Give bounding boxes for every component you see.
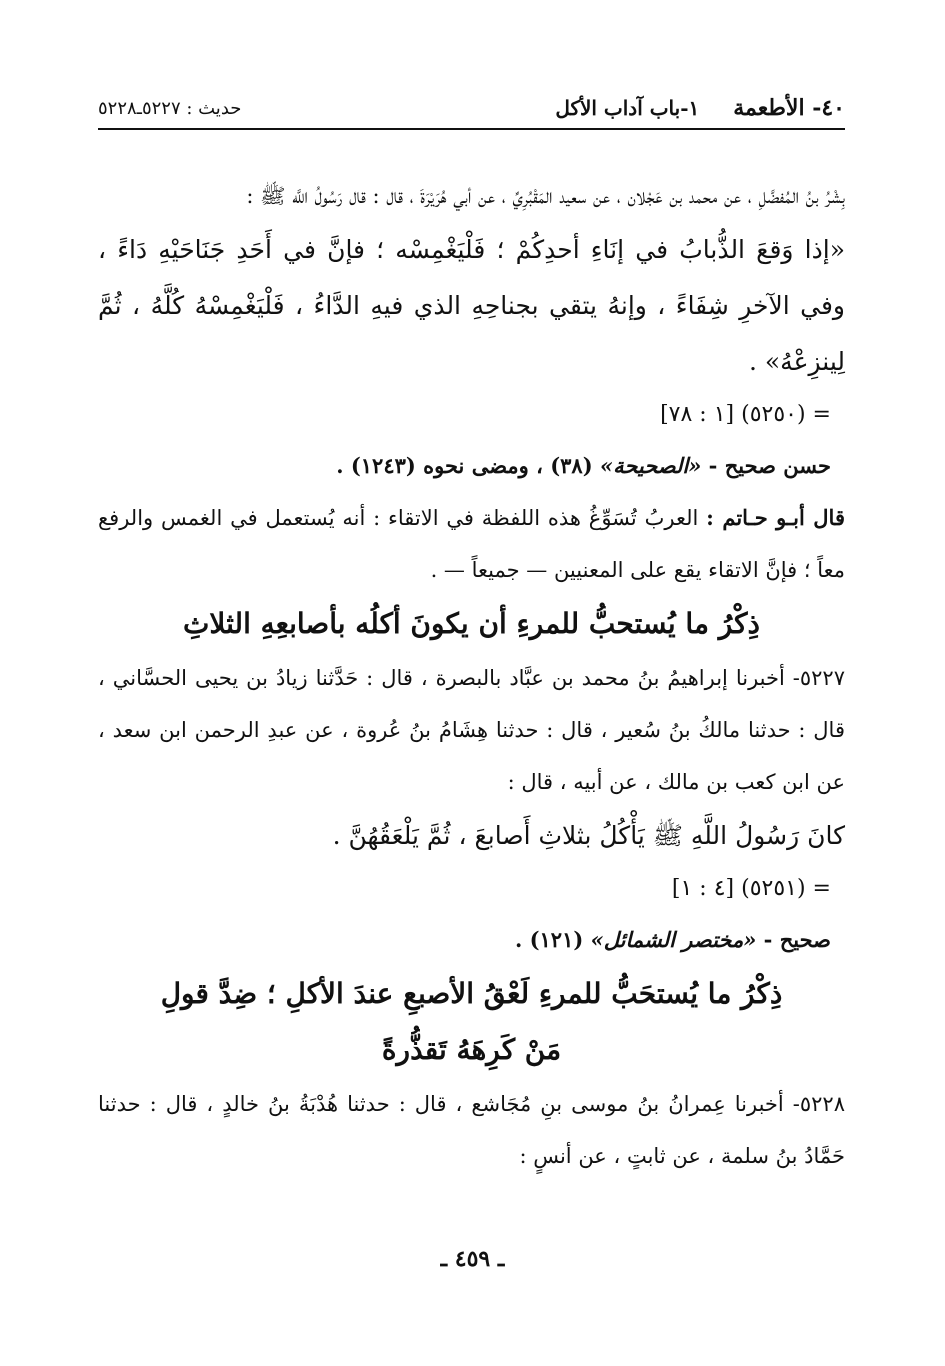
hadith-grade: [98, 440, 845, 492]
hadith-range: حديث : ٥٢٢٧ـ٥٢٢٨: [98, 97, 242, 119]
grade-source: «الصحيحة»: [599, 453, 702, 478]
grade-prefix: صحيح -: [756, 927, 831, 952]
grade-rest: (١٢١) .: [514, 927, 591, 952]
cross-reference: = (٥٢٥٠) [١ : ٧٨]: [660, 402, 831, 427]
heading-line-1: ذِكْرُ ما يُستحَبُّ للمرءِ لَعْقُ الأصبعِ عندَ الأكلِ ؛ ضِدَّ قولِ: [160, 977, 783, 1010]
running-header: [98, 88, 845, 130]
chain-of-narration: بِشْرُ بنُ المُفضَّلِ ، عن محمد بن عَجْلان ، عن سعيد المَقْبُرِيِّ ، عن أبي هُرَيْرَةَ ، قال : قال رَسُولُ اللَّه ﷺ :: [246, 184, 845, 208]
hadith-text: كانَ رَسُولُ اللَّهِ ﷺ يَأْكُلُ بثلاثِ أَصابعَ ، ثُمَّ يَلْعَقُهُنَّ .: [332, 821, 845, 850]
note-speaker: قال أبـو حـاتم :: [706, 505, 845, 530]
chapter-title: ٤٠- الأطعمة: [733, 95, 845, 121]
page-body: [98, 170, 845, 1182]
grade-rest: (٣٨) ، ومضى نحوه (١٢٤٣) .: [336, 453, 600, 478]
grade-prefix: حسن صحيح -: [701, 453, 831, 478]
chapter-heading: ذِكْرُ ما يُستحبُّ للمرءِ أن يكونَ أكلُه بأصابعِهِ الثلاثِ: [183, 607, 760, 640]
heading-line-2: مَنْ كَرِهَهُ تَقذُّرةً: [381, 1033, 562, 1066]
page-number: ـ ٤٥٩ ـ: [440, 1246, 505, 1272]
cross-reference: = (٥٢٥١) [٤ : ١]: [671, 876, 831, 901]
hadith-grade: [98, 914, 845, 966]
narration-5228: ٥٢٢٨- أخبرنا عِمرانُ بنُ موسى بنِ مُجَاشع ، قال : حدثنا هُدْبَةُ بنُ خالدٍ ، قال : حدثنا حَمَّادُ بنُ سلمة ، عن ثابتٍ ، عن أنسٍ :: [98, 1092, 845, 1168]
header-titles: [555, 95, 845, 121]
note-text: العربُ تُسَوِّغُ هذه اللفظة في الاتقاء : أنه يُستعمل في الغمس والرفع معاً ؛ فإنَّ الاتقاء يقع على المعنيين — جميعاً — .: [98, 506, 845, 582]
grade-source: «مختصر الشمائل»: [590, 927, 757, 952]
hadith-text: «إذا وَقعَ الذُّبابُ في إنَاءِ أحدِكُمْ ؛ فَلْيَغْمِسْه ؛ فإنَّ في أَحَدِ جَنَاحَيْهِ دَاءً ، وفي الآخرِ شِفَاءً ، وإنهُ يتقي بجناحِهِ الذي فيهِ الدَّاءُ ، فَلْيَغْمِسْهُ كُلَّهُ ، ثُمَّ لِينزِعْهُ» .: [98, 235, 845, 376]
narration-5227: ٥٢٢٧- أخبرنا إبراهيمُ بنُ محمد بن عبَّاد بالبصرة ، قال : حَدَّثنا زيادُ بن يحيى الحسَّاني ، قال : حدثنا مالكُ بنُ سُعير ، قال : حدثنا هِشَامُ بنُ عُروة ، عن عبدِ الرحمن ابن سعد ، عن ابن كعب بن مالك ، عن أبيه ، قال :: [98, 666, 845, 794]
chapter-heading: [98, 966, 845, 1078]
commentary-note: [98, 492, 845, 596]
section-title: ١-باب آداب الأكل: [555, 96, 700, 120]
